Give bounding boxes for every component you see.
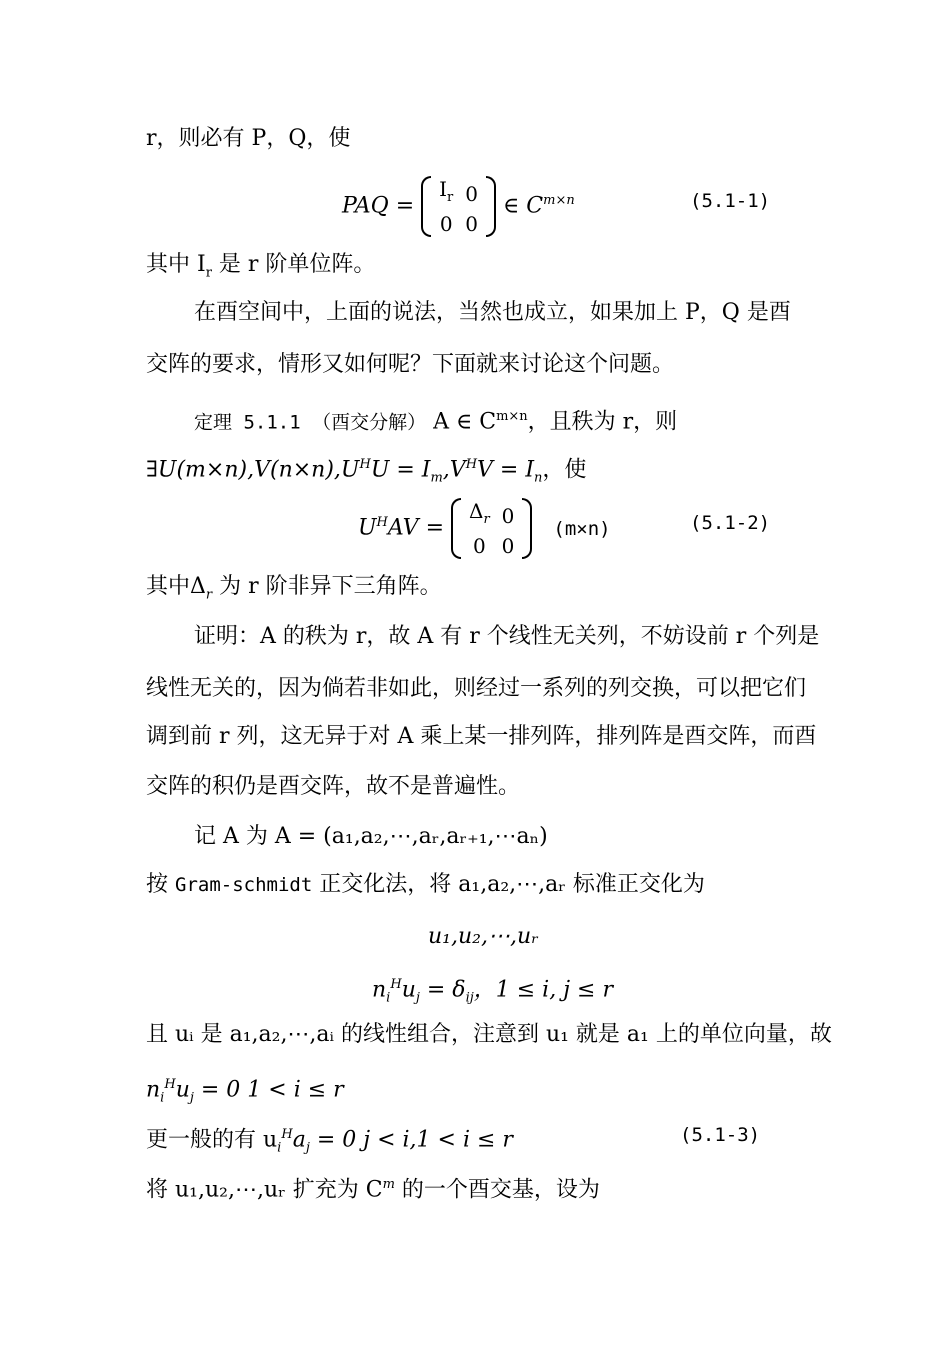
proof-line-3: 调到前 r 列，这无异于对 A 乘上某一排列阵，排列阵是酉交阵，而酉 — [146, 724, 817, 749]
matrix-2: $\Delta_r$ 0 0 0 — [451, 498, 532, 559]
text-line-17: 将 u₁,u₂,⋯,uᵣ 扩充为 $C^m$ 的一个酉交基，设为 — [146, 1177, 600, 1203]
equation-5-1-2: $U^HAV$ = $\Delta_r$ 0 0 0 (m×n) — [358, 499, 611, 558]
text-line-7: 其中$\Delta_r$ 为 r 阶非异下三角阵。 — [146, 574, 442, 603]
equation-number-5-1-3: (5.1-3) — [680, 1124, 761, 1146]
text-line-14: 且 uᵢ 是 a₁,a₂,⋯,aᵢ 的线性组合，注意到 u₁ 就是 a₁ 上的单位向量，故 — [146, 1022, 832, 1047]
equation-number-5-1-1: (5.1-1) — [690, 190, 771, 212]
proof-line-1: 证明：A 的秩为 r，故 A 有 r 个线性无关列，不妨设前 r 个列是 — [194, 624, 820, 649]
orthonormal-condition: $n_i^Hu_j = \delta_{ij}$，1 ≤ i, j ≤ r — [372, 977, 613, 1006]
theorem-condition: $\exists U(m\times n),V(n\times n),U^HU = I_m,V^HV = I_n$，使 — [146, 457, 587, 486]
theorem-line: 定理 5.1.1 （酉交分解） A ∈ $C^{m\times n}$，且秩为 r，则 — [194, 409, 678, 435]
text-line-15: $n_i^Hu_j = 0$ 1 < i ≤ r — [146, 1077, 344, 1106]
equation-5-1-1: PAQ = $I_r$ 0 0 0 ∈ $C^{m\times n}$ — [342, 177, 575, 236]
text-line-4: 交阵的要求，情形又如何呢？下面就来讨论这个问题。 — [146, 352, 675, 377]
equation-number-5-1-2: (5.1-2) — [690, 512, 771, 534]
text-line-16: 更一般的有 $u_i^Ha_j = 0$ j < i,1 < i ≤ r — [146, 1127, 513, 1156]
text-line-1: r，则必有 P，Q，使 — [146, 126, 351, 151]
text-line-3: 在酉空间中，上面的说法，当然也成立，如果加上 P，Q 是酉 — [194, 300, 791, 325]
matrix-1: $I_r$ 0 0 0 — [421, 176, 496, 237]
centered-vectors: u₁,u₂,⋯,uᵣ — [428, 924, 539, 949]
text-line-12: 记 A 为 A = (a₁,a₂,⋯,aᵣ,aᵣ₊₁,⋯aₙ) — [194, 824, 548, 849]
proof-line-4: 交阵的积仍是酉交阵，故不是普遍性。 — [146, 774, 521, 799]
proof-line-2: 线性无关的，因为倘若非如此，则经过一系列的列交换，可以把它们 — [146, 676, 807, 701]
text-line-2: 其中 $I_r$ 是 r 阶单位阵。 — [146, 252, 376, 281]
text-line-13: 按 Gram-schmidt 正交化法，将 a₁,a₂,⋯,aᵣ 标准正交化为 — [146, 872, 705, 897]
